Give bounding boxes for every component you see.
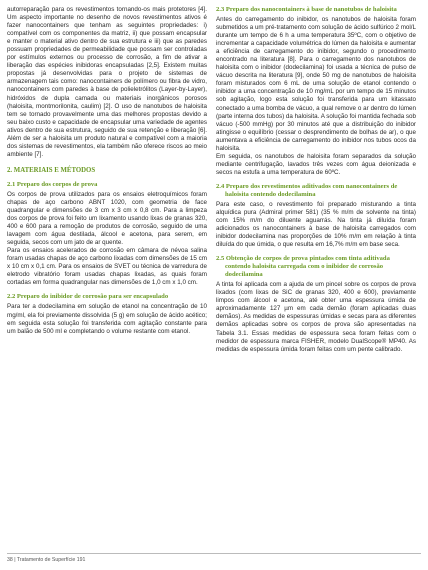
paragraph: Para este caso, o revestimento foi preparado misturando a tinta alquídica pura (Admiral primer 581) (35 % m/m de solvente na tinta) com 15% m/m do diluente aguarrás. Na tinta já diluída foram adicionados os nanocontainers à base de haloisita carregados com inibidor dodecilamina nas proporções de 10% m/m em relação à tinta diluída do que úmida, o que resulta em 16,7% m/m em base seca. [216, 200, 416, 249]
subsection-heading-2-2: 2.2 Preparo do inibidor de corrosão para ser encapsulado [7, 293, 169, 301]
subsection-heading-2-5: 2.5 Obtenção de corpos de prova pintados com tinta aditivada contendo haloisita carregada com o inibidor de corrosão dodecilamina [216, 255, 390, 279]
paragraph: Antes do carregamento do inibidor, os nanotubos de haloisita foram submetidos a um pré-tratamento com solução de ácido sulfúrico 2 mol/L durante um tempo de 6 h a uma temperatura 35ºC, com o objetivo de incrementar a capacidade volumétrica do lúmen da haloisita e aumentar a eficiência de carregamento do inibidor, segundo o procedimento encontrado na literatura [8]. Para o carregamento dos nanotubos de haloisita com o inibidor (dodecilamina) foi usada a técnica de pulso de vácuo descrita na literatura [9], onde 50 mg de nanotubos de haloisita foram misturados com 6 mL de uma solução de etanol contendo o inibidor a uma concentração de 10 mg/mL por um tempo de 15 minutos sob agitação, logo esta solução foi transferida para um kitassato conectado a uma bomba de vácuo, a qual remove o ar dentro do lúmen (parte interna dos tubos) da haloisita. A solução foi mantida fechada sob vácuo (-500 mmHg) por 30 minutos até que a distribuição do inibidor atingisse o equilíbrio (cessar o desprendimento de bolhas de ar), o que aumentava a eficiência de carregamento do inibidor nos tubos ocos da haloisita. [216, 16, 416, 152]
section-heading-methods: 2. MATERIAIS E MÉTODOS [7, 166, 96, 174]
left-column [7, 6, 207, 336]
paragraph: autorreparação para os revestimentos tornando-os mais protetores [4]. Um aspecto importante no desenho de novos revestimentos ativos é fazer nanocontainers que tenham as seguintes propriedades: i) compatível com os componentes da matriz, ii) que possam encapsular e manter o material ativo dentro de sua estrutura e iii) que as paredes possuam propriedades de permeabilidade que possam ser controladas por estímulos externos ou processo de corrosão, a fim de ativar a liberação das espécies inibidoras encapsuladas [2,5]. Existem muitas propostas já desenvolvidas para o projeto de sistemas de armazenagem tais como: nanocontainers de polímero ou fibra de vidro, nanocontainers com paredes à base de polieletrólitos (Layer-by-Layer), hidróxidos de dupla camada ou materiais inorgânicos porosos (haloisita, montmorilonita, caulim) [2]. O uso de nanotubos de haloisita tem se tornado provavelmente uma das melhores propostas devido a seu baixo custo e capacidade de encapsular uma variedade de agentes ativos dentro de sua estrutura, seguido de sua retenção e liberação [6]. Além de ser a haloisita um produto natural e compatível com a maioria dos sistemas de revestimentos, ela também não oferece riscos ao meio ambiente [7]. [7, 6, 207, 158]
page-footer: 38 | Tratamento de Superfície 191 [7, 557, 86, 563]
subsection-heading-2-3: 2.3 Preparo dos nanocontainers à base de nanotubos de haloisita [216, 6, 397, 13]
paragraph: Em seguida, os nanotubos de haloisita foram separados da solução mediante centrifugação, lavados três vezes com água deionizada e secos na estufa a uma temperatura de 60ºC. [216, 152, 416, 176]
subsection-heading-2-4: 2.4 Preparo dos revestimentos aditivados com nanocontainers de haloisita contendo dodecilamina [216, 182, 398, 198]
paragraph: Para ter a dodecilamina em solução de etanol na concentração de 10 mg/ml, ela foi previamente dissolvida (5 g) em solução de ácido acético; em seguida esta solução foi transferida com agitação constante para um balão de 500 ml e completando o volume restante com etanol. [7, 303, 207, 335]
paragraph: Os corpos de prova utilizados para os ensaios eletroquímicos foram chapas de aço carbono ABNT 1020, com geometria de face quadrangular e dimensões de 3 cm x 3 cm x 0,8 cm. Para a limpeza dos corpos de prova foi feito um lixamento usando lixas de granas 320, 400 e 600 para a remoção de produtos de corrosão, seguido de uma lavagem com água destilada, álcool e acetona, para serem, em seguida, secos com um jato de ar quente. [7, 190, 207, 247]
paragraph: A tinta foi aplicada com a ajuda de um pincel sobre os corpos de prova lixados (com lixas de SiC de granas 320, 400 e 600), previamente limpos com álcool e acetona, até obter uma espessura úmida de aproximadamente 127 µm em cada demão (foram aplicadas duas demãos). As medidas de espessuras úmidas e secas para as diferentes demãos aplicadas sobre os corpos de prova são apresentadas na Tabela 3.1. Essas medidas de espessura seca foram feitas com o medidor de espessura marca FISHER, modelo DualScope® MP40. As medidas de espessura úmida foram feitas com um pente calibrado. [216, 281, 416, 353]
footer-divider [7, 553, 421, 554]
subsection-heading-2-1: 2.1 Preparo dos corpos de prova [7, 180, 98, 188]
right-column [216, 6, 416, 354]
paragraph: Para os ensaios acelerados de corrosão em câmara de névoa salina foram usadas chapas de aço carbono lixadas com dimensões de 15 cm x 10 cm x 0,1 cm. Para os ensaios de SVET ou técnica de varredura de eletrodo vibratório foram usadas chapas lixadas, as quais foram cortadas em forma quadrangular nas dimensões de 1,0 cm x 1,0 cm. [7, 247, 207, 287]
